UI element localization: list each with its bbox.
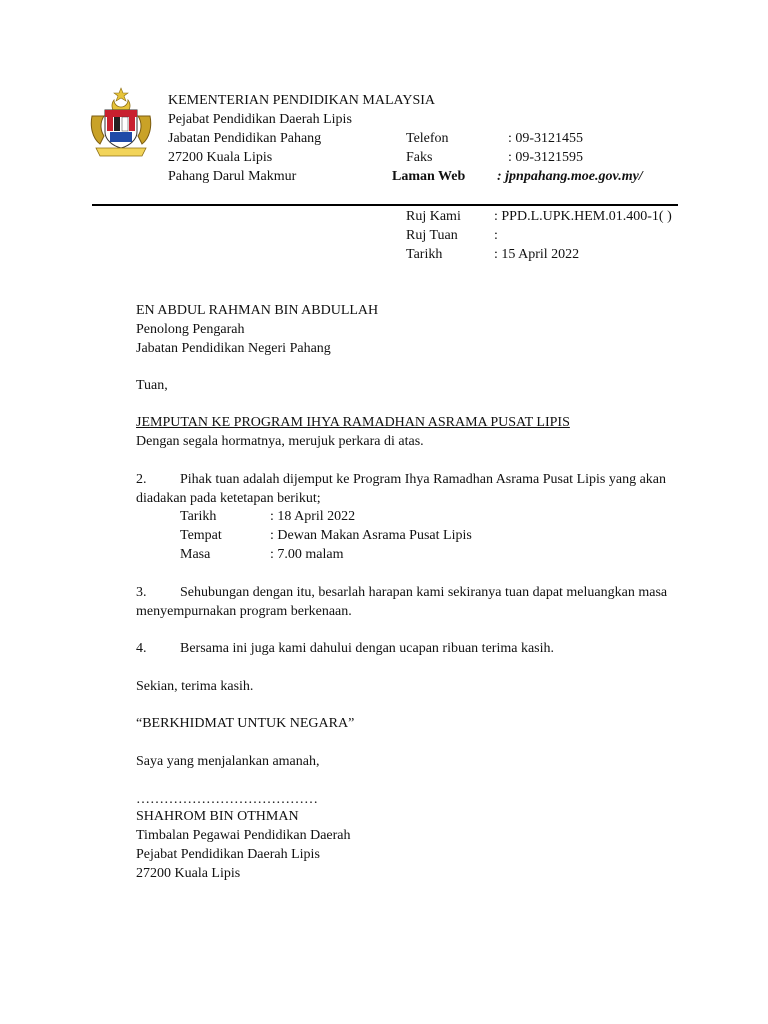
- signatory-office: Pejabat Pendidikan Daerah Lipis: [136, 847, 320, 862]
- motto: “BERKHIDMAT UNTUK NEGARA”: [136, 716, 355, 731]
- web-label: Laman Web: [392, 169, 466, 184]
- para3-line1: Sehubungan dengan itu, besarlah harapan kami sekiranya tuan dapat meluangkan masa: [180, 585, 668, 600]
- subject-heading: JEMPUTAN KE PROGRAM IHYA RAMADHAN ASRAMA PUSAT LIPIS: [136, 415, 570, 430]
- faks-value: : 09-3121595: [508, 150, 584, 165]
- opening-line: Dengan segala hormatnya, merujuk perkara di atas.: [136, 434, 424, 449]
- salutation: Tuan,: [136, 378, 168, 393]
- detail-value: : 7.00 malam: [270, 547, 344, 562]
- telefon-label: Telefon: [406, 131, 449, 146]
- detail-value: : Dewan Makan Asrama Pusat Lipis: [270, 528, 472, 543]
- para3-number: 3.: [136, 585, 147, 600]
- signatory-position: Timbalan Pegawai Pendidikan Daerah: [136, 828, 351, 843]
- department-name: Jabatan Pendidikan Pahang: [168, 131, 322, 146]
- para2-line2: diadakan pada ketetapan berikut;: [136, 491, 321, 506]
- detail-value: : 18 April 2022: [270, 509, 356, 524]
- coat-of-arms-logo: [88, 86, 154, 160]
- signatory-address: 27200 Kuala Lipis: [136, 866, 241, 881]
- ruj-kami-label: Ruj Kami: [406, 209, 461, 224]
- signature-dots: …………………………………: [136, 792, 318, 807]
- para2-line1: Pihak tuan adalah dijemput ke Program Ihya Ramadhan Asrama Pusat Lipis yang akan: [180, 472, 666, 487]
- web-link[interactable]: : jpnpahang.moe.gov.my/: [497, 169, 643, 184]
- recipient-title: Penolong Pengarah: [136, 322, 245, 337]
- detail-label: Tarikh: [180, 509, 217, 524]
- para2-number: 2.: [136, 472, 147, 487]
- office-name: Pejabat Pendidikan Daerah Lipis: [168, 112, 352, 127]
- closing-line: Sekian, terima kasih.: [136, 679, 254, 694]
- telefon-value: : 09-3121455: [508, 131, 584, 146]
- signature-intro: Saya yang menjalankan amanah,: [136, 754, 320, 769]
- postcode-town: 27200 Kuala Lipis: [168, 150, 273, 165]
- detail-label: Tempat: [180, 528, 222, 543]
- ruj-tuan-label: Ruj Tuan: [406, 228, 458, 243]
- detail-label: Masa: [180, 547, 211, 562]
- tarikh-label: Tarikh: [406, 247, 443, 262]
- para3-line2: menyempurnakan program berkenaan.: [136, 604, 352, 619]
- header-divider: [92, 204, 678, 206]
- para4-number: 4.: [136, 641, 147, 656]
- recipient-name: EN ABDUL RAHMAN BIN ABDULLAH: [136, 303, 379, 318]
- ruj-tuan-value: :: [494, 228, 498, 243]
- para4-line1: Bersama ini juga kami dahului dengan ucapan ribuan terima kasih.: [180, 641, 554, 656]
- faks-label: Faks: [406, 150, 433, 165]
- tarikh-value: : 15 April 2022: [494, 247, 580, 262]
- ministry-name: KEMENTERIAN PENDIDIKAN MALAYSIA: [168, 93, 436, 108]
- ruj-kami-value: : PPD.L.UPK.HEM.01.400-1( ): [494, 209, 672, 224]
- recipient-organisation: Jabatan Pendidikan Negeri Pahang: [136, 341, 331, 356]
- signatory-name: SHAHROM BIN OTHMAN: [136, 809, 299, 824]
- state-name: Pahang Darul Makmur: [168, 169, 297, 184]
